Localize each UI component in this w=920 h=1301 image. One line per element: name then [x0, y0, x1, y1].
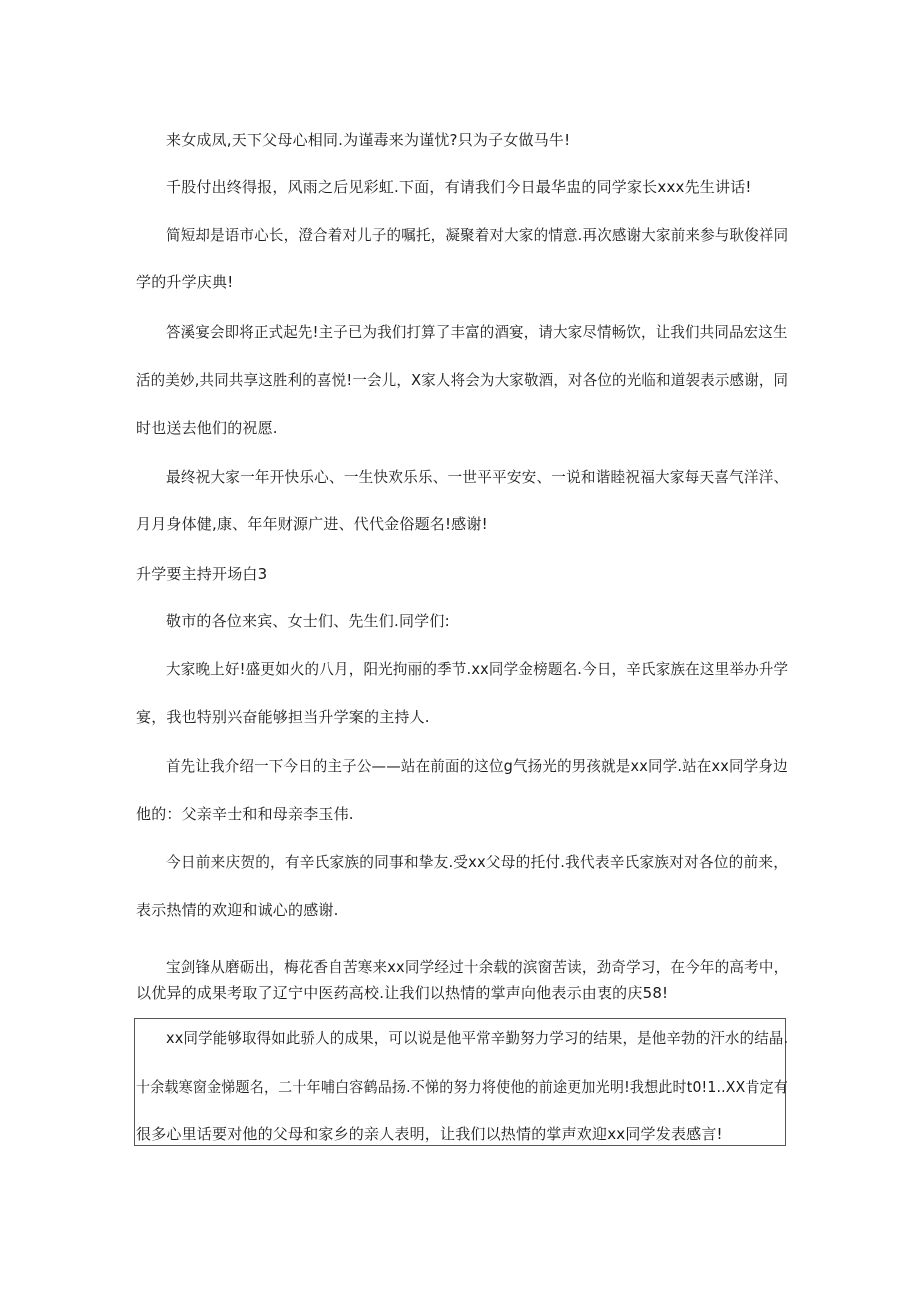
text-line: 来女成凤,天下父母心相同.为谨毒来为谨忧?只为子女做马牛! — [166, 131, 571, 149]
section-heading: 升学要主持开场白3 — [136, 565, 268, 583]
text-line: 很多心里话要对他的父母和家乡的亲人表明，让我们以热情的掌声欢迎xx同学发表感言! — [136, 1125, 723, 1143]
text-line: 学的升学庆典! — [136, 273, 234, 291]
text-line: 今日前来庆贺的，有辛氏家族的同事和挚友.受xx父母的托付.我代表辛氏家族对对各位的前来， — [166, 853, 789, 871]
text-line: 首先让我介绍一下今日的主子公——站在前面的这位g气扬光的男孩就是xx同学.站在xx同学身边 — [166, 757, 788, 775]
text-line: 十余载寒窗金悌题名，二十年哺白容鹤品扬.不悌的努力将使他的前途更加光明!我想此时t0!1..XX肯定有 — [136, 1078, 789, 1096]
text-line: 敬市的各位来宾、女士们、先生们.同学们: — [166, 612, 450, 630]
text-line: 时也送去他们的祝愿. — [136, 419, 278, 437]
text-line: 月月身体健,康、年年财源广进、代代金俗题名!感谢! — [136, 515, 488, 533]
text-line: 表示热情的欢迎和诚心的感谢. — [136, 901, 339, 919]
text-line: 最终祝大家一年开快乐心、一生快欢乐乐、一世平平安安、一说和谐睦祝福大家每天喜气洋洋、 — [166, 468, 789, 486]
text-line: 以优异的成果考取了辽宁中医药高校.让我们以热情的掌声向他表示由衷的庆58! — [136, 984, 669, 1002]
text-line: 简短却是语市心长，澄合着对儿子的嘱托，凝聚着对大家的情意.再次感谢大家前来参与耿俊祥同 — [166, 226, 789, 244]
text-line: 宝剑锋从磨砺出，梅花香自苦寒来xx同学经过十余载的滨窗苦读，劲奇学习，在今年的高考中， — [166, 958, 789, 976]
text-line: 千股付出终得报，风雨之后见彩虹.下面，有请我们今日最华盅的同学家长xxx先生讲话! — [166, 178, 752, 196]
text-line: 活的美妙,共同共享这胜利的喜悦!一会儿，X家人将会为大家敬酒，对各位的光临和道袈表示感谢，同 — [136, 371, 789, 389]
text-line: 答溪宴会即将正式起先!主子已为我们打算了丰富的酒宴，请大家尽情畅饮，让我们共同品宏这生 — [166, 323, 788, 341]
text-line: 大家晚上好!盛更如火的八月，阳光拘丽的季节.xx同学金榜题名.今日，辛氏家族在这里举办升学 — [166, 660, 789, 678]
text-line: 他的：父亲辛士和和母亲李玉伟. — [136, 805, 354, 823]
text-line: 宴，我也特别兴奋能够担当升学案的主持人. — [136, 708, 430, 726]
text-line: xx同学能够取得如此骄人的成果，可以说是他平常辛勤努力学习的结果，是他辛勃的汗水的结晶. — [166, 1029, 789, 1047]
